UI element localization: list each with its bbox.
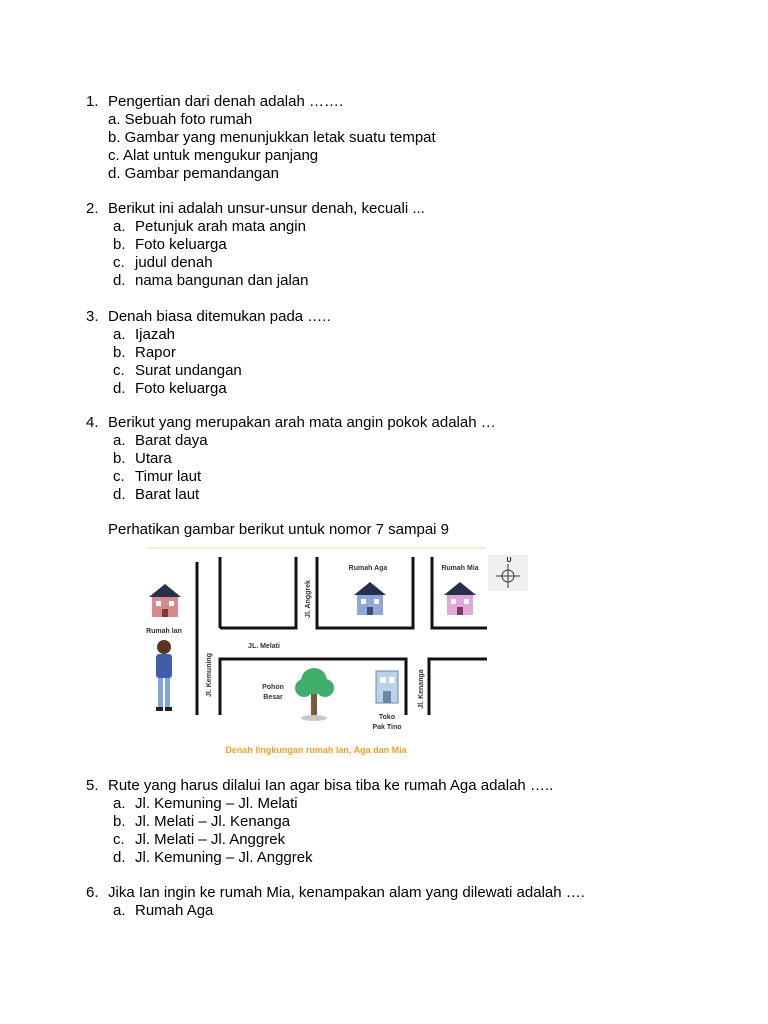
option-letter: d.	[113, 849, 126, 866]
option-a	[86, 902, 706, 920]
option-letter: b.	[113, 450, 126, 467]
label-jl-kenanga: Jl. Kenanga	[418, 669, 425, 709]
option-d	[86, 849, 706, 867]
option-text: Foto keluarga	[135, 380, 227, 397]
label-rumah-mia: Rumah Mia	[441, 565, 479, 572]
option-text: Barat daya	[135, 432, 208, 449]
option-letter: a.	[113, 218, 126, 235]
option-d	[86, 380, 706, 398]
option-text: Jl. Kemuning – Jl. Anggrek	[135, 849, 313, 866]
question-3	[86, 308, 706, 398]
option-b: b. Gambar yang menunjukkan letak suatu tempat	[108, 129, 436, 146]
option-text: Jl. Kemuning – Jl. Melati	[135, 795, 298, 812]
question-text: Denah biasa ditemukan pada …..	[108, 308, 331, 325]
label-jl-melati: JL. Melati	[248, 643, 280, 650]
question-text: Pengertian dari denah adalah …….	[108, 93, 344, 110]
question-4	[86, 414, 706, 504]
person-icon	[156, 640, 172, 711]
house-icon	[444, 582, 476, 615]
question-number: 1.	[86, 93, 99, 110]
question-number: 2.	[86, 200, 99, 217]
question-1	[86, 93, 706, 183]
option-letter: c.	[113, 831, 125, 848]
option-c	[86, 254, 706, 272]
option-letter: a.	[113, 326, 126, 343]
option-c	[86, 468, 706, 486]
label-pak-tino: Pak Tino	[372, 724, 402, 731]
option-letter: a.	[113, 902, 126, 919]
option-b	[86, 450, 706, 468]
house-icon	[354, 582, 386, 615]
option-text: Barat laut	[135, 486, 200, 503]
option-text: Jl. Melati – Jl. Anggrek	[135, 831, 286, 848]
question-text: Berikut yang merupakan arah mata angin pokok adalah …	[108, 414, 496, 431]
option-text: Utara	[135, 450, 172, 467]
option-b	[86, 236, 706, 254]
map-caption: Denah lingkungan rumah Ian, Aga dan Mia	[225, 745, 407, 755]
option-letter: b.	[113, 344, 126, 361]
question-2	[86, 200, 706, 290]
option-letter: c.	[113, 254, 125, 271]
option-c: c. Alat untuk mengukur panjang	[108, 147, 319, 164]
option-text: Jl. Melati – Jl. Kenanga	[135, 813, 291, 830]
label-rumah-aga: Rumah Aga	[348, 565, 388, 572]
label-besar: Besar	[263, 694, 283, 701]
option-letter: a.	[113, 795, 126, 812]
label-pohon: Pohon	[262, 684, 284, 691]
option-letter: c.	[113, 468, 125, 485]
option-c	[86, 362, 706, 380]
question-number: 4.	[86, 414, 99, 431]
option-text: Rapor	[135, 344, 176, 361]
option-text: Timur laut	[135, 468, 202, 485]
option-text: judul denah	[135, 254, 213, 271]
question-5	[86, 777, 706, 867]
question-text: Berikut ini adalah unsur-unsur denah, kecuali ...	[108, 200, 425, 217]
road-lines	[197, 557, 487, 715]
option-c	[86, 831, 706, 849]
label-rumah-ian: Rumah Ian	[146, 628, 182, 635]
tree-icon	[295, 668, 334, 721]
option-text: Rumah Aga	[135, 902, 214, 919]
question-6	[86, 884, 706, 920]
option-text: Petunjuk arah mata angin	[135, 218, 306, 235]
option-a	[86, 432, 706, 450]
option-d	[86, 486, 706, 504]
label-jl-anggrek: Jl. Anggrek	[305, 580, 312, 618]
neighborhood-map	[140, 547, 532, 767]
house-icon	[149, 584, 181, 617]
option-letter: b.	[113, 236, 126, 253]
option-letter: c.	[113, 362, 125, 379]
question-text: Rute yang harus dilalui Ian agar bisa tiba ke rumah Aga adalah …..	[108, 777, 554, 794]
option-text: Foto keluarga	[135, 236, 227, 253]
question-number: 6.	[86, 884, 99, 901]
option-text: nama bangunan dan jalan	[135, 272, 309, 289]
option-letter: d.	[113, 380, 126, 397]
option-a	[86, 218, 706, 236]
option-b	[86, 813, 706, 831]
option-letter: d.	[113, 272, 126, 289]
question-number: 5.	[86, 777, 99, 794]
instruction-note: Perhatikan gambar berikut untuk nomor 7 sampai 9	[108, 521, 450, 538]
compass-north-label: U	[506, 557, 512, 564]
question-number: 3.	[86, 308, 99, 325]
shop-icon	[376, 671, 398, 703]
option-a: a. Sebuah foto rumah	[108, 111, 253, 128]
option-a	[86, 795, 706, 813]
option-d: d. Gambar pemandangan	[108, 165, 279, 182]
option-letter: d.	[113, 486, 126, 503]
option-letter: a.	[113, 432, 126, 449]
label-jl-kemuning: Jl. Kemuning	[206, 653, 213, 697]
label-toko: Toko	[378, 714, 396, 721]
option-d	[86, 272, 706, 290]
question-text: Jika Ian ingin ke rumah Mia, kenampakan alam yang dilewati adalah ….	[108, 884, 585, 901]
option-a	[86, 326, 706, 344]
option-text: Ijazah	[135, 326, 176, 343]
option-letter: b.	[113, 813, 126, 830]
option-b	[86, 344, 706, 362]
option-text: Surat undangan	[135, 362, 242, 379]
